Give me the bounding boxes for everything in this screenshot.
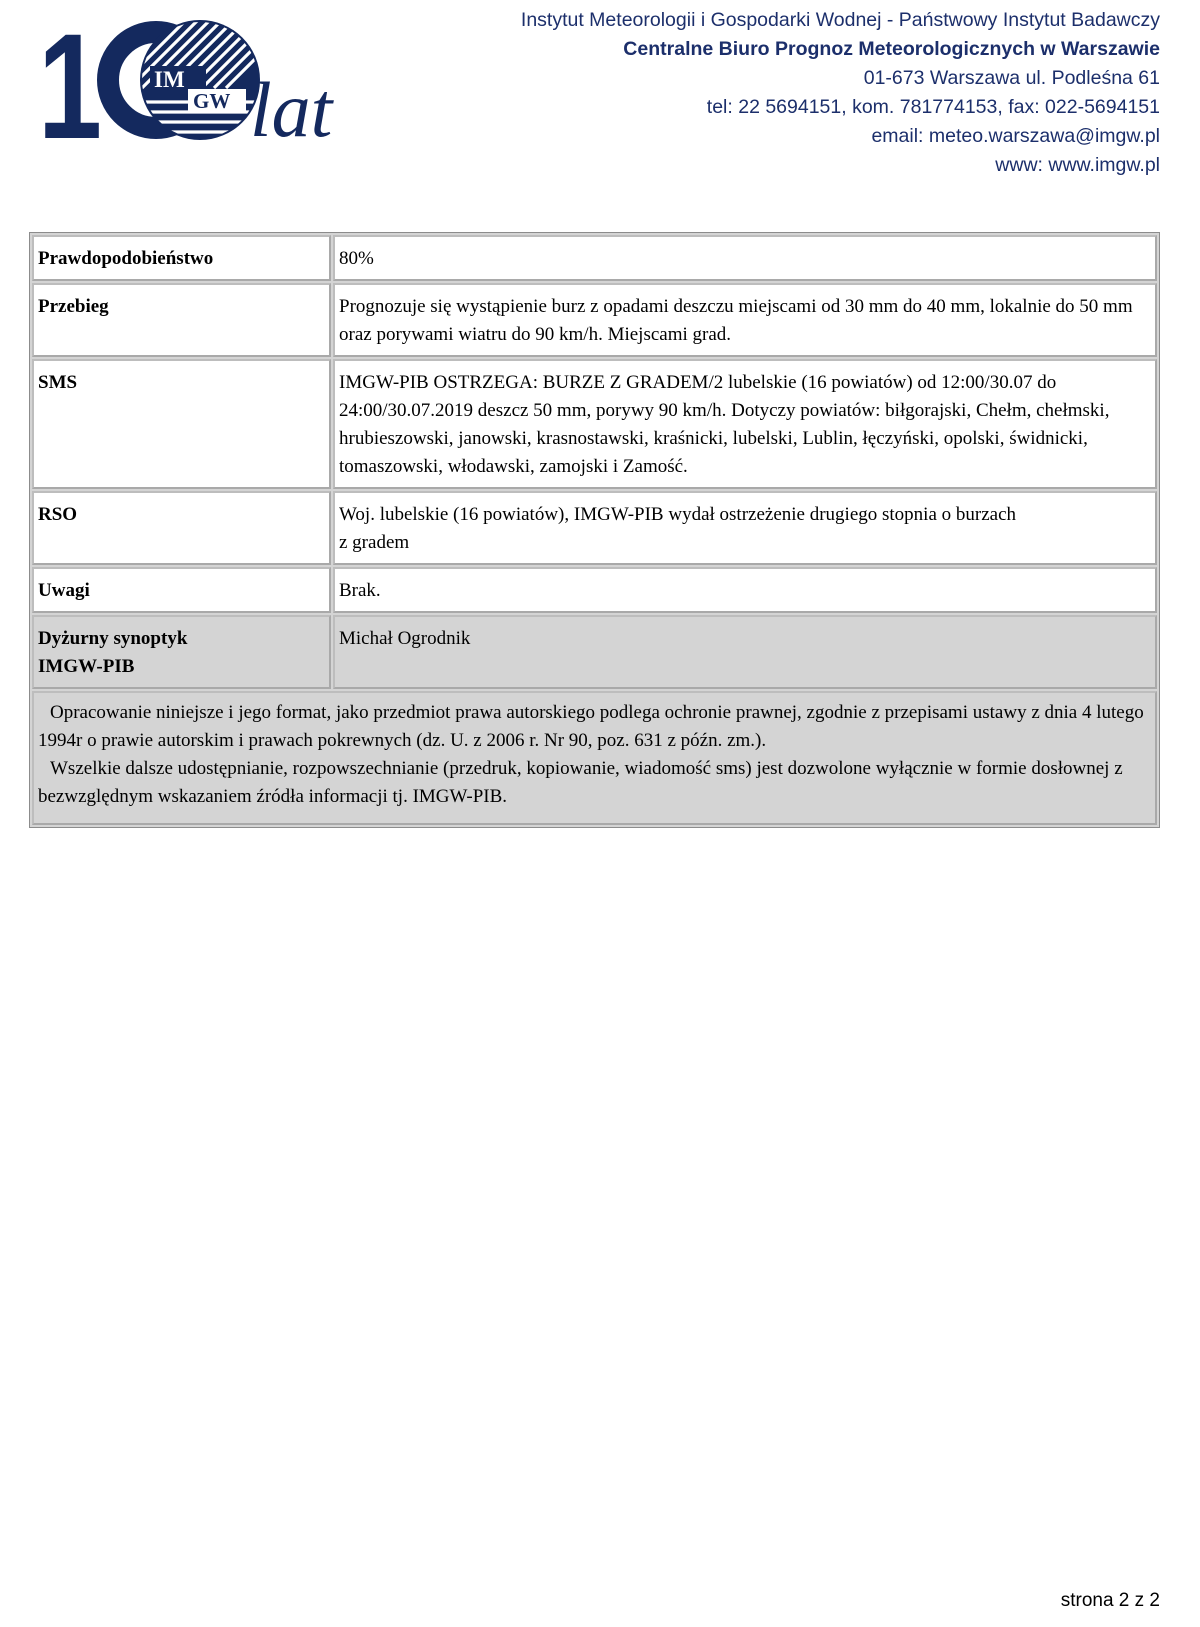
row-value-sms: IMGW-PIB OSTRZEGA: BURZE Z GRADEM/2 lubelskie (16 powiatów) od 12:00/30.07 do 24:00/30.07.2019 deszcz 50 mm, porywy 90 km/h. Dotyczy powiatów: biłgorajski, Chełm, chełmski, hrubieszowski, janowski, krasnostawski, kraśnicki, lubelski, Lublin, łęczyński, opolski, świdnicki, tomaszowski, włodawski, zamojski i Zamość. [333, 359, 1157, 489]
institute-header [521, 6, 1160, 180]
row-value-probability: 80% [333, 235, 1157, 281]
row-label-remarks: Uwagi [32, 567, 331, 613]
phone-fax: tel: 22 5694151, kom. 781774153, fax: 022-5694151 [706, 96, 1160, 118]
email: email: meteo.warszawa@imgw.pl [871, 125, 1160, 147]
page-number: strona 2 z 2 [1060, 1590, 1160, 1611]
imgw-100-lat-logo [38, 16, 348, 146]
table-row [32, 615, 1157, 689]
table-row [32, 235, 1157, 281]
website: www: www.imgw.pl [995, 154, 1160, 176]
row-label-rso: RSO [32, 491, 331, 565]
table-row [32, 283, 1157, 357]
address: 01-673 Warszawa ul. Podleśna 61 [863, 67, 1160, 89]
logo-emblem-text-top: IM [154, 67, 185, 92]
institute-name: Instytut Meteorologii i Gospodarki Wodnej - Państwowy Instytut Badawczy [520, 9, 1160, 31]
copyright-paragraph-2: Wszelkie dalsze udostępnianie, rozpowszechnianie (przedruk, kopiowanie, wiadomość sms) jest dozwolone wyłącznie w formie dosłownej z bezwzględnym wskazaniem źródła informacji tj. IMGW-PIB. [38, 758, 1123, 807]
table-row [32, 691, 1157, 825]
row-label-course: Przebieg [32, 283, 331, 357]
forecaster-label-line-2: IMGW-PIB [38, 656, 135, 677]
table-row [32, 567, 1157, 613]
logo-emblem-text-bottom: GW [193, 89, 231, 113]
row-value-remarks: Brak. [333, 567, 1157, 613]
rso-line-2: z gradem [339, 532, 410, 553]
bureau-name: Centralne Biuro Prognoz Meteorologicznych w Warszawie [623, 38, 1160, 60]
rso-line-1: Woj. lubelskie (16 powiatów), IMGW-PIB wydał ostrzeżenie drugiego stopnia o burzach [339, 504, 1017, 525]
table-row [32, 491, 1157, 565]
row-label-sms: SMS [32, 359, 331, 489]
logo-word-lat: lat [250, 66, 333, 146]
warning-table [29, 232, 1160, 828]
row-value-forecaster: Michał Ogrodnik [333, 615, 1157, 689]
row-value-course: Prognozuje się wystąpienie burz z opadami deszczu miejscami od 30 mm do 40 mm, lokalnie do 50 mm oraz porywami wiatru do 90 km/h. Miejscami grad. [333, 283, 1157, 357]
row-value-rso [333, 491, 1157, 565]
table-row [32, 359, 1157, 489]
copyright-notice [32, 691, 1157, 825]
row-label-probability: Prawdopodobieństwo [32, 235, 331, 281]
copyright-paragraph-1: Opracowanie niniejsze i jego format, jako przedmiot prawa autorskiego podlega ochronie prawnej, zgodnie z przepisami ustawy z dnia 4 lutego 1994r o prawie autorskim i prawach pokrewnych (dz. U. z 2006 r. Nr 90, poz. 631 z późn. zm.). [38, 702, 1144, 751]
row-label-forecaster [32, 615, 331, 689]
forecaster-label-line-1: Dyżurny synoptyk [38, 628, 188, 649]
logo-digit-one: 1 [38, 16, 102, 146]
